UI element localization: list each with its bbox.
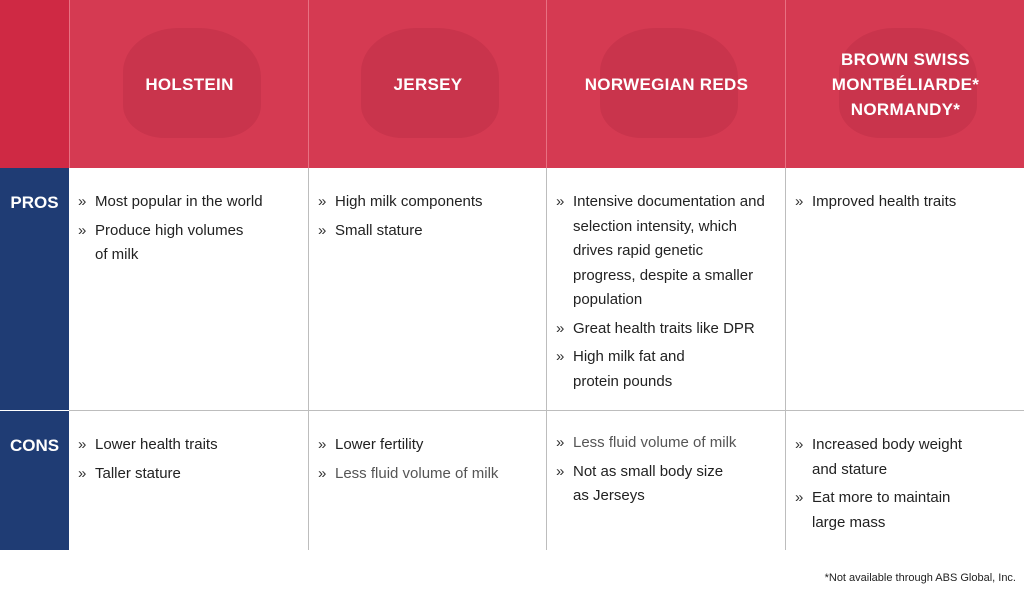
header-corner (0, 0, 69, 168)
column-header-holstein (69, 0, 309, 168)
list-item: » Improved health traits (812, 190, 1014, 215)
column-title: JERSEY (393, 74, 463, 94)
cons-jersey-cell (308, 411, 546, 550)
column-header-brown-swiss (785, 0, 1024, 168)
list-item: » Produce high volumes of milk (95, 219, 255, 268)
list-item: » Not as small body size as Jerseys (573, 460, 743, 509)
pros-jersey-cell (308, 168, 546, 410)
list-item: » Great health traits like DPR (573, 317, 775, 342)
list-item: » Small stature (335, 219, 536, 244)
row-label-cons: CONS (0, 411, 69, 550)
cons-brown-swiss-list (786, 411, 1024, 535)
list-item: » Eat more to maintain large mass (812, 486, 972, 535)
pros-brown-swiss-list (786, 168, 1024, 215)
column-header-norwegian-reds (546, 0, 786, 168)
pros-holstein-list (69, 168, 308, 268)
cons-holstein-list (69, 411, 308, 486)
list-item: » Lower fertility (335, 433, 536, 458)
column-title: BROWN SWISS MONTBÉLIARDE* NORMANDY* (831, 49, 980, 119)
cons-holstein-cell (69, 411, 308, 550)
list-item: » Less fluid volume of milk (573, 431, 775, 456)
cons-norwegian-reds-list (547, 411, 785, 509)
row-label-pros: PROS (0, 168, 69, 410)
list-item: » Lower health traits (95, 433, 298, 458)
list-item: » Increased body weight and stature (812, 433, 982, 482)
column-title: HOLSTEIN (145, 74, 234, 94)
column-title: NORWEGIAN REDS (584, 74, 749, 94)
list-item: » High milk components (335, 190, 536, 215)
list-item: » Less fluid volume of milk (335, 462, 536, 487)
list-item: » High milk fat and protein pounds (573, 345, 703, 394)
list-item: » Taller stature (95, 462, 298, 487)
footnote: *Not available through ABS Global, Inc. (824, 572, 1016, 584)
pros-norwegian-reds-cell (546, 168, 785, 410)
pros-jersey-list (309, 168, 546, 243)
list-item: » Intensive documentation and selection intensity, which drives rapid genetic progress, despite a smaller population (573, 190, 765, 313)
column-header-jersey (308, 0, 547, 168)
pros-holstein-cell (69, 168, 308, 410)
cons-jersey-list (309, 411, 546, 486)
cons-norwegian-reds-cell (546, 411, 785, 550)
list-item: » Most popular in the world (95, 190, 298, 215)
pros-brown-swiss-cell (785, 168, 1024, 410)
pros-norwegian-reds-list (547, 168, 785, 394)
cons-brown-swiss-cell (785, 411, 1024, 550)
